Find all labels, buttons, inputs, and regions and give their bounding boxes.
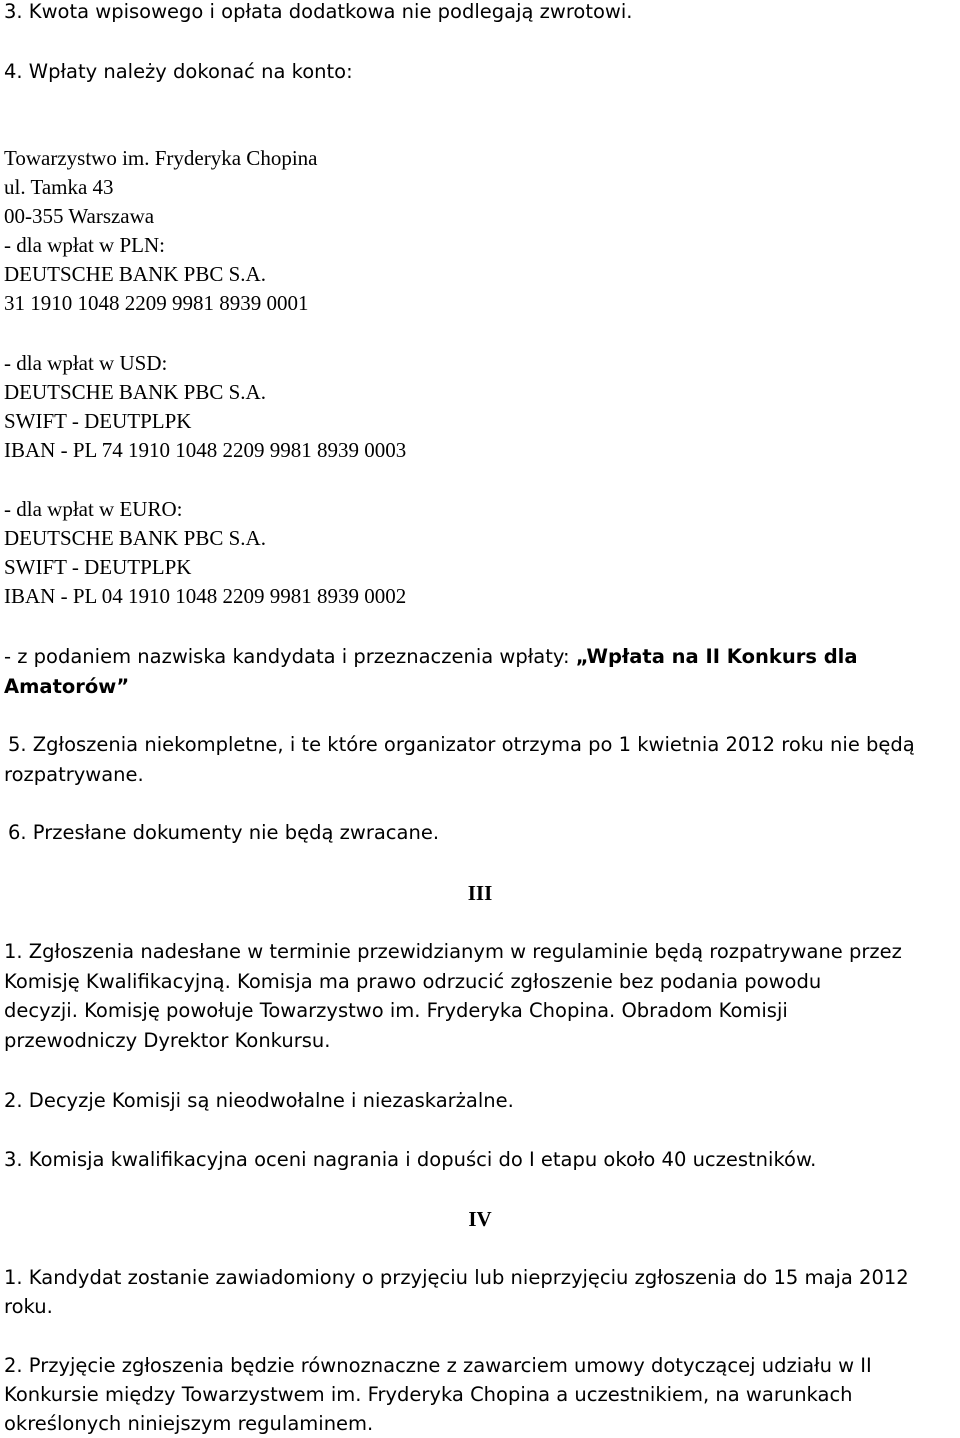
usd-heading: - dla wpłat w USD: bbox=[4, 351, 168, 375]
payment-note-title: Wpłata na II Konkurs dla bbox=[586, 645, 858, 668]
section-heading-iii: III bbox=[467, 881, 493, 905]
rule-5-cont: rozpatrywane. bbox=[4, 763, 144, 786]
euro-swift: SWIFT - DEUTPLPK bbox=[4, 555, 192, 579]
payment-note-quote-close: ” bbox=[116, 675, 130, 698]
section3-rule3: 3. Komisja kwalifikacyjna oceni nagrania i dopuści do I etapu około 40 uczestników. bbox=[4, 1148, 817, 1171]
section3-rule1-line2: Komisję Kwalifikacyjną. Komisja ma prawo odrzucić zgłoszenie bez podania powodu bbox=[4, 970, 822, 993]
usd-iban: IBAN - PL 74 1910 1048 2209 9981 8939 0003 bbox=[4, 438, 407, 462]
address-street: ul. Tamka 43 bbox=[4, 175, 114, 199]
rule-4: 4. Wpłaty należy dokonać na konto: bbox=[4, 60, 353, 83]
payment-note-title-cont: Amatorów bbox=[4, 675, 117, 698]
section4-rule2-line2: Konkursie między Towarzystwem im. Fryderyka Chopina a uczestnikiem, na warunkach bbox=[4, 1383, 853, 1406]
payment-note-quote-open: „ bbox=[575, 645, 587, 668]
section3-rule2: 2. Decyzje Komisji są nieodwołalne i niezaskarżalne. bbox=[4, 1089, 514, 1112]
payment-note bbox=[4, 645, 858, 669]
address-city: 00-355 Warszawa bbox=[4, 204, 155, 228]
usd-bank: DEUTSCHE BANK PBC S.A. bbox=[4, 380, 266, 404]
section-heading-iv: IV bbox=[468, 1207, 492, 1231]
address-name: Towarzystwo im. Fryderyka Chopina bbox=[4, 146, 318, 170]
section4-rule1-line2: roku. bbox=[4, 1295, 53, 1318]
rule-6: 6. Przesłane dokumenty nie będą zwracane. bbox=[8, 821, 440, 844]
euro-bank: DEUTSCHE BANK PBC S.A. bbox=[4, 526, 266, 550]
payment-note-cont bbox=[4, 675, 129, 699]
pln-account: 31 1910 1048 2209 9981 8939 0001 bbox=[4, 291, 309, 315]
section3-rule1-line1: 1. Zgłoszenia nadesłane w terminie przewidzianym w regulaminie będą rozpatrywane przez bbox=[4, 940, 902, 963]
euro-iban: IBAN - PL 04 1910 1048 2209 9981 8939 0002 bbox=[4, 584, 407, 608]
pln-bank: DEUTSCHE BANK PBC S.A. bbox=[4, 262, 266, 286]
section3-rule1-line4: przewodniczy Dyrektor Konkursu. bbox=[4, 1029, 331, 1052]
usd-swift: SWIFT - DEUTPLPK bbox=[4, 409, 192, 433]
rule-5: 5. Zgłoszenia niekompletne, i te które organizator otrzyma po 1 kwietnia 2012 roku nie będą bbox=[8, 733, 915, 756]
section4-rule1-line1: 1. Kandydat zostanie zawiadomiony o przyjęciu lub nieprzyjęciu zgłoszenia do 15 maja 2012 bbox=[4, 1266, 909, 1289]
section4-rule2-line3: określonych niniejszym regulaminem. bbox=[4, 1412, 374, 1435]
rule-3: 3. Kwota wpisowego i opłata dodatkowa nie podlegają zwrotowi. bbox=[4, 0, 633, 23]
section4-rule2-line1: 2. Przyjęcie zgłoszenia będzie równoznaczne z zawarciem umowy dotyczącej udziału w II bbox=[4, 1354, 872, 1377]
payment-note-text: - z podaniem nazwiska kandydata i przeznaczenia wpłaty: bbox=[4, 645, 576, 668]
section3-rule1-line3: decyzji. Komisję powołuje Towarzystwo im. Fryderyka Chopina. Obradom Komisji bbox=[4, 999, 788, 1022]
euro-heading: - dla wpłat w EURO: bbox=[4, 497, 183, 521]
pln-heading: - dla wpłat w PLN: bbox=[4, 233, 165, 257]
